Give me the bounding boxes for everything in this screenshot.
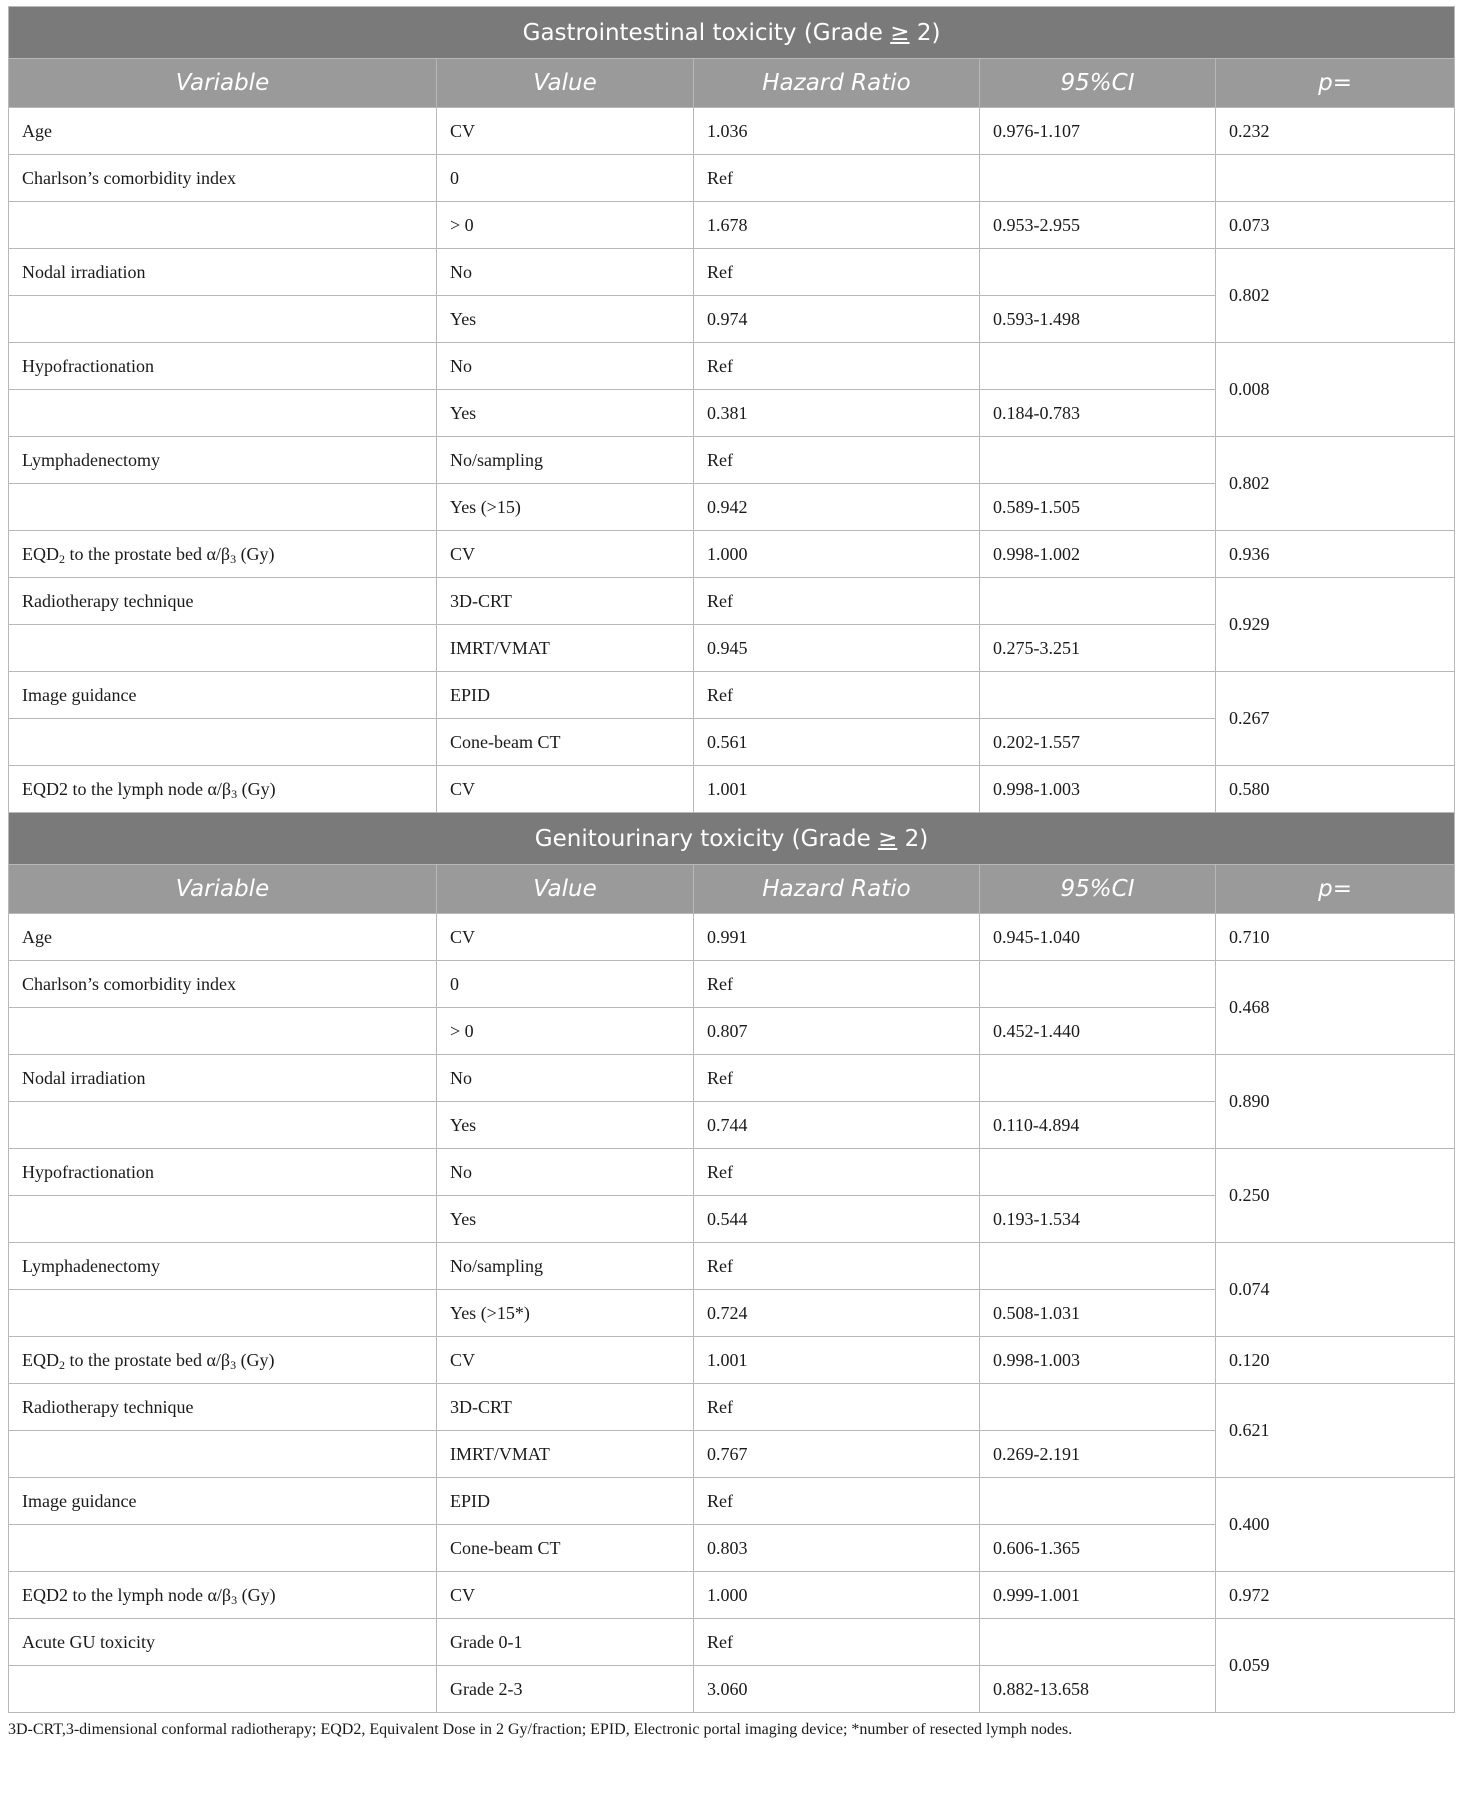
cell-variable bbox=[9, 531, 437, 578]
cell-value: Yes (>15) bbox=[437, 484, 694, 531]
cell-hazard-ratio: 0.803 bbox=[694, 1525, 980, 1572]
cell-variable bbox=[9, 766, 437, 813]
cell-variable bbox=[9, 1525, 437, 1572]
header-row bbox=[9, 59, 1455, 108]
table-row bbox=[9, 155, 1455, 202]
cell-value: No bbox=[437, 343, 694, 390]
cell-ci: 0.202-1.557 bbox=[980, 719, 1216, 766]
cell-p-value: 0.802 bbox=[1216, 437, 1455, 531]
header-ci: 95%CI bbox=[980, 865, 1216, 914]
table-row bbox=[9, 1572, 1455, 1619]
cell-value: Cone-beam CT bbox=[437, 719, 694, 766]
header-p: p= bbox=[1216, 59, 1455, 108]
cell-value: Grade 0-1 bbox=[437, 1619, 694, 1666]
subscript: 3 bbox=[231, 786, 238, 801]
cell-ci: 0.508-1.031 bbox=[980, 1290, 1216, 1337]
section-title-row bbox=[9, 7, 1455, 59]
variable-text: (Gy) bbox=[237, 778, 276, 799]
section-title-text: Gastrointestinal toxicity (Grade bbox=[522, 19, 891, 46]
table-row bbox=[9, 766, 1455, 813]
cell-value: CV bbox=[437, 766, 694, 813]
table-row bbox=[9, 1243, 1455, 1290]
cell-p-value: 0.008 bbox=[1216, 343, 1455, 437]
cell-ci: 0.589-1.505 bbox=[980, 484, 1216, 531]
section-title-suffix: 2) bbox=[897, 825, 929, 852]
cell-ci: 0.275-3.251 bbox=[980, 625, 1216, 672]
cell-ci bbox=[980, 437, 1216, 484]
cell-variable: Image guidance bbox=[9, 1478, 437, 1525]
section-title-row bbox=[9, 813, 1455, 865]
cell-hazard-ratio: 0.561 bbox=[694, 719, 980, 766]
variable-text: EQD bbox=[22, 543, 59, 564]
cell-ci: 0.606-1.365 bbox=[980, 1525, 1216, 1572]
cell-hazard-ratio: Ref bbox=[694, 155, 980, 202]
header-hazard-ratio: Hazard Ratio bbox=[694, 865, 980, 914]
variable-text: (Gy) bbox=[237, 1584, 276, 1605]
cell-p-value: 0.972 bbox=[1216, 1572, 1455, 1619]
cell-variable bbox=[9, 1008, 437, 1055]
cell-ci bbox=[980, 1478, 1216, 1525]
variable-text: EQD bbox=[22, 1349, 59, 1370]
cell-p-value: 0.074 bbox=[1216, 1243, 1455, 1337]
cell-p-value: 0.936 bbox=[1216, 531, 1455, 578]
cell-variable: Radiotherapy technique bbox=[9, 578, 437, 625]
cell-ci: 0.882-13.658 bbox=[980, 1666, 1216, 1713]
table-row bbox=[9, 1478, 1455, 1525]
cell-hazard-ratio: Ref bbox=[694, 1478, 980, 1525]
cell-variable: Nodal irradiation bbox=[9, 249, 437, 296]
table-row bbox=[9, 1619, 1455, 1666]
cell-ci bbox=[980, 578, 1216, 625]
cell-hazard-ratio: 1.000 bbox=[694, 531, 980, 578]
cell-variable bbox=[9, 719, 437, 766]
cell-variable: Charlson’s comorbidity index bbox=[9, 961, 437, 1008]
cell-value: CV bbox=[437, 1572, 694, 1619]
cell-value: Yes bbox=[437, 1102, 694, 1149]
variable-text: to the prostate bed α/β bbox=[65, 1349, 231, 1370]
cell-ci bbox=[980, 343, 1216, 390]
cell-hazard-ratio: Ref bbox=[694, 437, 980, 484]
cell-hazard-ratio: 1.001 bbox=[694, 766, 980, 813]
cell-value: 3D-CRT bbox=[437, 578, 694, 625]
cell-variable bbox=[9, 1290, 437, 1337]
table-footnote: 3D-CRT,3-dimensional conformal radiotherapy; EQD2, Equivalent Dose in 2 Gy/fraction; EPID, Electronic portal imaging device; *number of resected lymph nodes. bbox=[8, 1721, 1073, 1738]
cell-variable: Hypofractionation bbox=[9, 1149, 437, 1196]
cell-variable: Age bbox=[9, 108, 437, 155]
cell-value: No bbox=[437, 1055, 694, 1102]
cell-hazard-ratio: 1.000 bbox=[694, 1572, 980, 1619]
cell-variable bbox=[9, 484, 437, 531]
cell-value: > 0 bbox=[437, 202, 694, 249]
cell-value: CV bbox=[437, 108, 694, 155]
table-row bbox=[9, 1384, 1455, 1431]
cell-hazard-ratio: 1.678 bbox=[694, 202, 980, 249]
table-row bbox=[9, 108, 1455, 155]
greater-equal-symbol: ≥ bbox=[878, 825, 898, 852]
cell-variable bbox=[9, 1337, 437, 1384]
table-row bbox=[9, 343, 1455, 390]
cell-ci: 0.269-2.191 bbox=[980, 1431, 1216, 1478]
cell-hazard-ratio: Ref bbox=[694, 1055, 980, 1102]
cell-value: 0 bbox=[437, 961, 694, 1008]
cell-value: EPID bbox=[437, 672, 694, 719]
cell-variable: Image guidance bbox=[9, 672, 437, 719]
cell-value: Grade 2-3 bbox=[437, 1666, 694, 1713]
cell-p-value: 0.120 bbox=[1216, 1337, 1455, 1384]
cell-ci bbox=[980, 1619, 1216, 1666]
table-row bbox=[9, 531, 1455, 578]
cell-ci: 0.452-1.440 bbox=[980, 1008, 1216, 1055]
variable-text: (Gy) bbox=[236, 543, 275, 564]
subscript: 3 bbox=[231, 1592, 238, 1607]
cell-value: No/sampling bbox=[437, 1243, 694, 1290]
cell-variable bbox=[9, 1196, 437, 1243]
cell-ci: 0.976-1.107 bbox=[980, 108, 1216, 155]
cell-p-value bbox=[1216, 155, 1455, 202]
cell-hazard-ratio: 0.767 bbox=[694, 1431, 980, 1478]
cell-ci: 0.998-1.002 bbox=[980, 531, 1216, 578]
cell-ci: 0.945-1.040 bbox=[980, 914, 1216, 961]
cell-ci: 0.193-1.534 bbox=[980, 1196, 1216, 1243]
cell-ci: 0.999-1.001 bbox=[980, 1572, 1216, 1619]
cell-variable: Age bbox=[9, 914, 437, 961]
cell-ci: 0.953-2.955 bbox=[980, 202, 1216, 249]
cell-value: CV bbox=[437, 1337, 694, 1384]
cell-hazard-ratio: 3.060 bbox=[694, 1666, 980, 1713]
cell-hazard-ratio: Ref bbox=[694, 1243, 980, 1290]
table-row bbox=[9, 578, 1455, 625]
cell-p-value: 0.890 bbox=[1216, 1055, 1455, 1149]
cell-value: CV bbox=[437, 914, 694, 961]
cell-hazard-ratio: Ref bbox=[694, 578, 980, 625]
cell-p-value: 0.802 bbox=[1216, 249, 1455, 343]
cell-value: Yes bbox=[437, 390, 694, 437]
table-row bbox=[9, 914, 1455, 961]
cell-p-value: 0.059 bbox=[1216, 1619, 1455, 1713]
cell-hazard-ratio: 1.001 bbox=[694, 1337, 980, 1384]
table-body bbox=[9, 7, 1455, 1713]
cell-hazard-ratio: Ref bbox=[694, 672, 980, 719]
cell-hazard-ratio: Ref bbox=[694, 343, 980, 390]
cell-value: > 0 bbox=[437, 1008, 694, 1055]
cell-variable bbox=[9, 390, 437, 437]
header-variable: Variable bbox=[9, 59, 437, 108]
cell-value: IMRT/VMAT bbox=[437, 1431, 694, 1478]
cell-variable bbox=[9, 202, 437, 249]
header-row bbox=[9, 865, 1455, 914]
table-row bbox=[9, 437, 1455, 484]
cell-hazard-ratio: 1.036 bbox=[694, 108, 980, 155]
cell-hazard-ratio: Ref bbox=[694, 961, 980, 1008]
cell-p-value: 0.468 bbox=[1216, 961, 1455, 1055]
cell-ci bbox=[980, 1384, 1216, 1431]
cell-variable: Charlson’s comorbidity index bbox=[9, 155, 437, 202]
cell-ci bbox=[980, 672, 1216, 719]
header-value: Value bbox=[437, 59, 694, 108]
cell-ci bbox=[980, 249, 1216, 296]
cell-value: 0 bbox=[437, 155, 694, 202]
subscript: 2 bbox=[59, 1357, 65, 1372]
cell-hazard-ratio: 0.724 bbox=[694, 1290, 980, 1337]
cell-value: No bbox=[437, 249, 694, 296]
cell-p-value: 0.400 bbox=[1216, 1478, 1455, 1572]
hazard-ratio-table bbox=[8, 6, 1455, 1713]
section-title-suffix: 2) bbox=[909, 19, 941, 46]
cell-ci bbox=[980, 155, 1216, 202]
cell-hazard-ratio: 0.544 bbox=[694, 1196, 980, 1243]
cell-variable bbox=[9, 1102, 437, 1149]
cell-variable bbox=[9, 296, 437, 343]
cell-value: No bbox=[437, 1149, 694, 1196]
cell-hazard-ratio: 0.807 bbox=[694, 1008, 980, 1055]
cell-hazard-ratio: 0.945 bbox=[694, 625, 980, 672]
cell-variable: Nodal irradiation bbox=[9, 1055, 437, 1102]
cell-hazard-ratio: 0.991 bbox=[694, 914, 980, 961]
table-row bbox=[9, 1337, 1455, 1384]
cell-p-value: 0.621 bbox=[1216, 1384, 1455, 1478]
subscript: 2 bbox=[59, 551, 65, 566]
cell-hazard-ratio: 0.744 bbox=[694, 1102, 980, 1149]
cell-value: Cone-beam CT bbox=[437, 1525, 694, 1572]
cell-value: IMRT/VMAT bbox=[437, 625, 694, 672]
cell-value: 3D-CRT bbox=[437, 1384, 694, 1431]
header-hazard-ratio: Hazard Ratio bbox=[694, 59, 980, 108]
cell-variable: Acute GU toxicity bbox=[9, 1619, 437, 1666]
cell-p-value: 0.929 bbox=[1216, 578, 1455, 672]
cell-ci bbox=[980, 961, 1216, 1008]
cell-ci bbox=[980, 1055, 1216, 1102]
cell-variable: Lymphadenectomy bbox=[9, 1243, 437, 1290]
header-value: Value bbox=[437, 865, 694, 914]
cell-value: Yes (>15*) bbox=[437, 1290, 694, 1337]
cell-ci: 0.184-0.783 bbox=[980, 390, 1216, 437]
variable-text: EQD2 to the lymph node α/β bbox=[22, 1584, 232, 1605]
cell-variable bbox=[9, 1666, 437, 1713]
cell-value: Yes bbox=[437, 296, 694, 343]
cell-hazard-ratio: Ref bbox=[694, 249, 980, 296]
section-title bbox=[9, 813, 1455, 865]
cell-hazard-ratio: Ref bbox=[694, 1149, 980, 1196]
cell-variable bbox=[9, 1572, 437, 1619]
table-row bbox=[9, 672, 1455, 719]
cell-variable: Lymphadenectomy bbox=[9, 437, 437, 484]
header-p: p= bbox=[1216, 865, 1455, 914]
cell-variable bbox=[9, 625, 437, 672]
variable-text: to the prostate bed α/β bbox=[65, 543, 231, 564]
cell-p-value: 0.267 bbox=[1216, 672, 1455, 766]
cell-value: CV bbox=[437, 531, 694, 578]
cell-p-value: 0.710 bbox=[1216, 914, 1455, 961]
document-page bbox=[8, 6, 1454, 1739]
cell-ci: 0.998-1.003 bbox=[980, 1337, 1216, 1384]
cell-hazard-ratio: 0.381 bbox=[694, 390, 980, 437]
cell-hazard-ratio: 0.974 bbox=[694, 296, 980, 343]
table-row bbox=[9, 1055, 1455, 1102]
cell-p-value: 0.232 bbox=[1216, 108, 1455, 155]
cell-value: No/sampling bbox=[437, 437, 694, 484]
section-title-text: Genitourinary toxicity (Grade bbox=[534, 825, 879, 852]
header-ci: 95%CI bbox=[980, 59, 1216, 108]
section-title bbox=[9, 7, 1455, 59]
cell-variable: Radiotherapy technique bbox=[9, 1384, 437, 1431]
cell-value: Yes bbox=[437, 1196, 694, 1243]
subscript: 3 bbox=[230, 551, 237, 566]
cell-p-value: 0.250 bbox=[1216, 1149, 1455, 1243]
cell-ci: 0.110-4.894 bbox=[980, 1102, 1216, 1149]
cell-value: EPID bbox=[437, 1478, 694, 1525]
table-row bbox=[9, 1149, 1455, 1196]
cell-p-value: 0.073 bbox=[1216, 202, 1455, 249]
cell-variable: Hypofractionation bbox=[9, 343, 437, 390]
table-row bbox=[9, 249, 1455, 296]
cell-hazard-ratio: Ref bbox=[694, 1619, 980, 1666]
cell-hazard-ratio: Ref bbox=[694, 1384, 980, 1431]
greater-equal-symbol: ≥ bbox=[890, 19, 910, 46]
cell-ci bbox=[980, 1243, 1216, 1290]
cell-ci: 0.998-1.003 bbox=[980, 766, 1216, 813]
cell-ci: 0.593-1.498 bbox=[980, 296, 1216, 343]
variable-text: EQD2 to the lymph node α/β bbox=[22, 778, 232, 799]
cell-hazard-ratio: 0.942 bbox=[694, 484, 980, 531]
table-row bbox=[9, 961, 1455, 1008]
cell-ci bbox=[980, 1149, 1216, 1196]
table-row bbox=[9, 202, 1455, 249]
cell-p-value: 0.580 bbox=[1216, 766, 1455, 813]
subscript: 3 bbox=[230, 1357, 237, 1372]
variable-text: (Gy) bbox=[236, 1349, 275, 1370]
cell-variable bbox=[9, 1431, 437, 1478]
header-variable: Variable bbox=[9, 865, 437, 914]
